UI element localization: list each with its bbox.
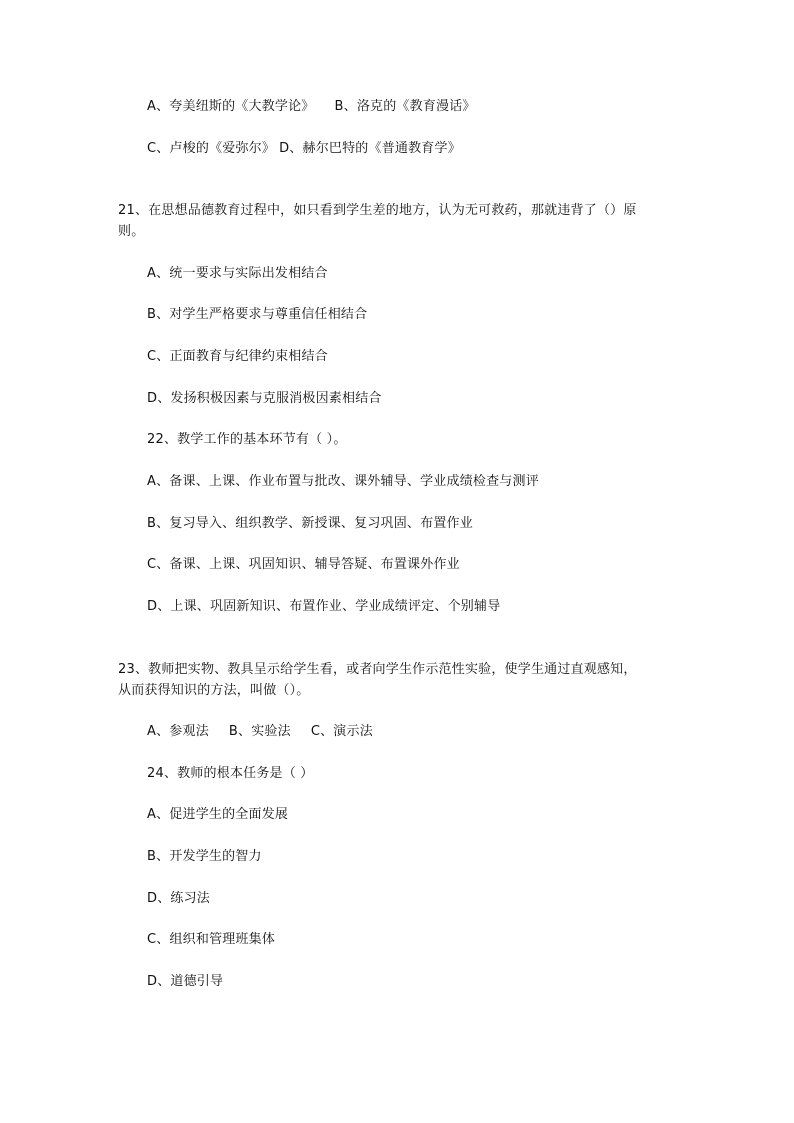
q23-stem-line-2: 从而获得知识的方法，叫做（）。 [118,683,310,698]
q22-stem: 22、教学工作的基本环节有（ ）。 [147,432,347,447]
q24-option-c: C、组织和管理班集体 [147,932,276,947]
q24-option-b: B、开发学生的智力 [147,849,262,864]
q23-option-a: A、参观法 [147,724,209,739]
q24-option-d-second: D、道德引导 [147,974,224,989]
q20-options-row-1 [147,98,476,116]
q20-options-row-2 [147,140,461,158]
q21-stem-line-1: 21、在思想品德教育过程中，如只看到学生差的地方，认为无可救药，那就违背了（）原 [118,203,637,218]
q22-option-a: A、备课、上课、作业布置与批改、课外辅导、学业成绩检查与测评 [147,474,539,489]
q23-stem-line-1: 23、教师把实物、教具呈示给学生看，或者向学生作示范性实验，使学生通过直观感知， [118,662,637,677]
q20-option-b: B、洛克的《教育漫话》 [334,99,476,114]
q24-option-d-first: D、练习法 [147,891,211,906]
q21-stem-line-2: 则。 [118,224,145,239]
q21-option-d: D、发扬积极因素与克服消极因素相结合 [147,391,382,406]
q20-option-a: A、夸美纽斯的《大教学论》 [147,99,315,114]
q24-option-a: A、促进学生的全面发展 [147,807,289,822]
q23-option-c: C、演示法 [310,724,373,739]
q20-option-c: C、卢梭的《爱弥尔》 [147,141,276,156]
q24-stem: 24、教师的根本任务是（ ） [147,766,314,781]
q22-option-d: D、上课、巩固新知识、布置作业、学业成绩评定、个别辅导 [147,599,501,614]
q21-option-b: B、对学生严格要求与尊重信任相结合 [147,307,368,322]
q22-option-b: B、复习导入、组织教学、新授课、复习巩固、布置作业 [147,516,473,531]
q23-options-row [147,723,373,741]
q22-option-c: C、备课、上课、巩固知识、辅导答疑、布置课外作业 [147,557,460,572]
q21-option-a: A、统一要求与实际出发相结合 [147,266,328,281]
q23-option-b: B、实验法 [228,724,291,739]
q21-option-c: C、正面教育与纪律约束相结合 [147,349,328,364]
q20-option-d: D、赫尔巴特的《普通教育学》 [279,141,461,156]
